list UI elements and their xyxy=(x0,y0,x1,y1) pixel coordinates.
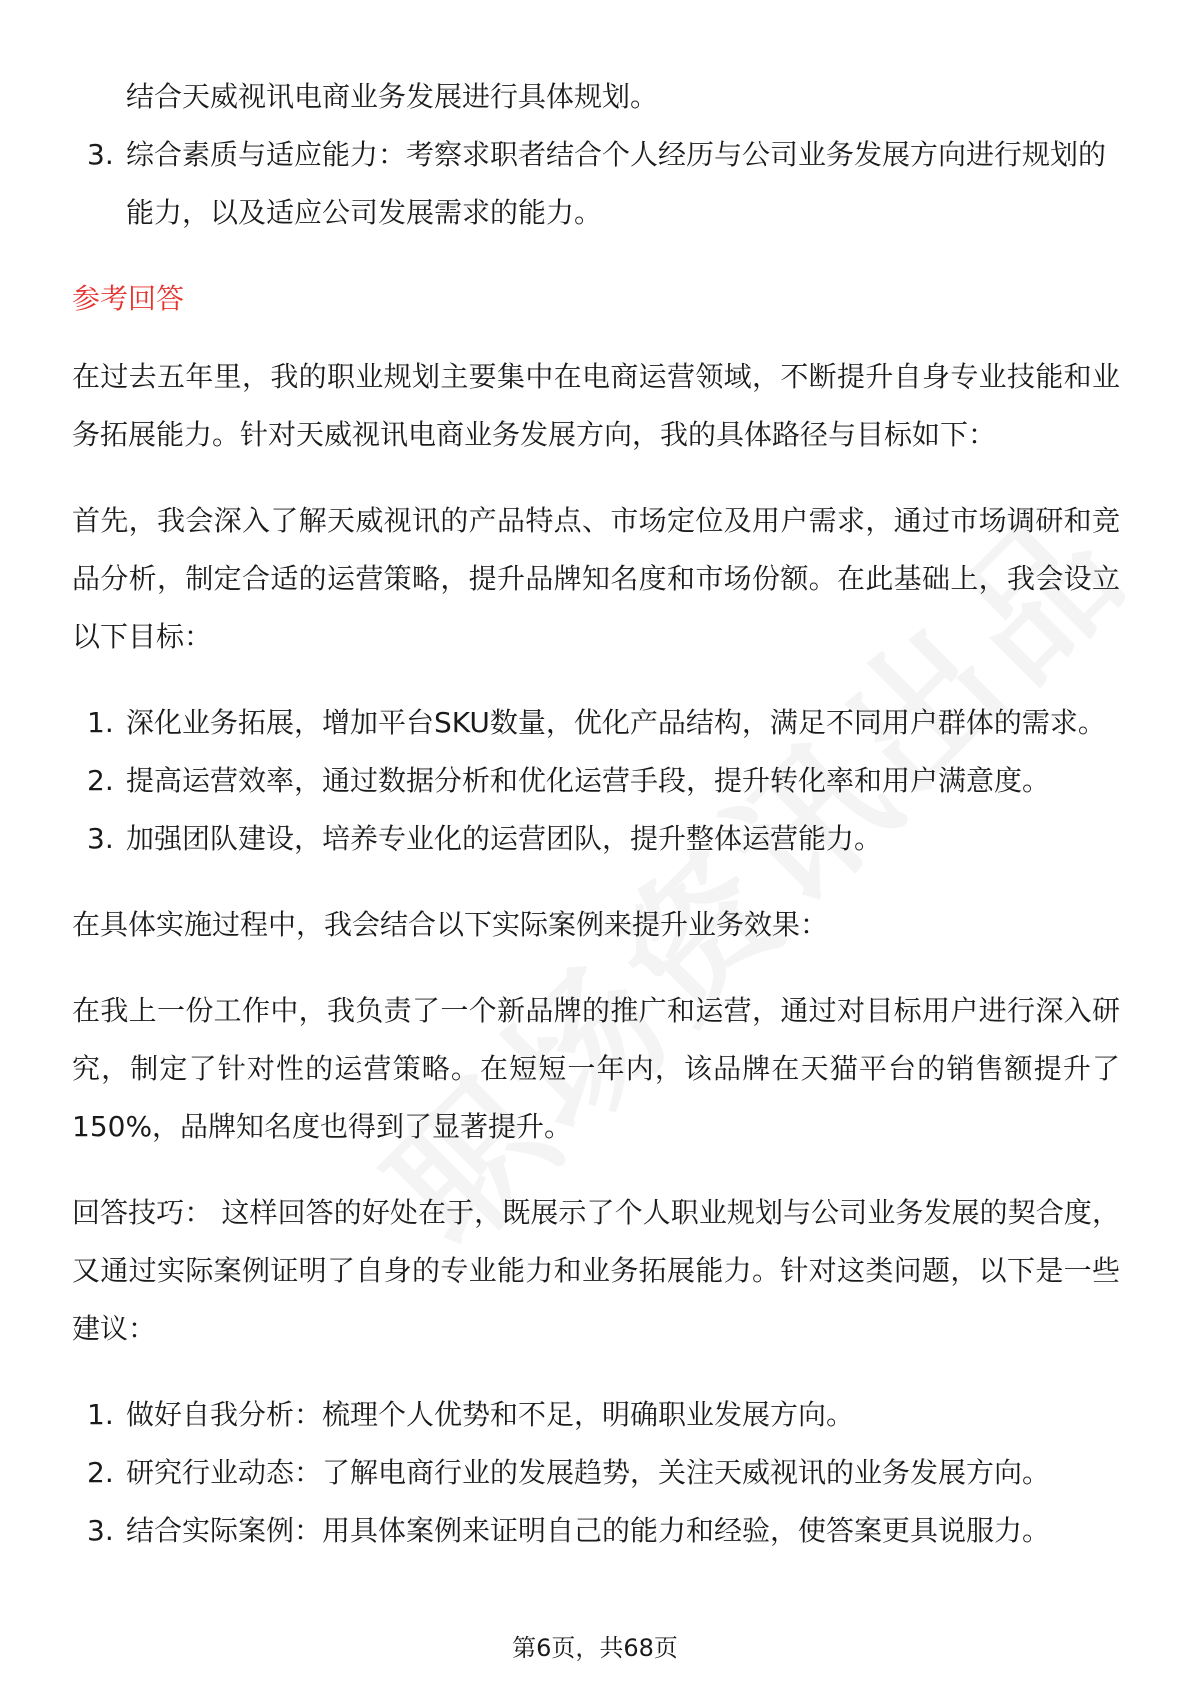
continuation-line: 结合天威视讯电商业务发展进行具体规划。 xyxy=(126,80,659,113)
goals-list xyxy=(72,694,1120,868)
list-text: 研究行业动态：了解电商行业的发展趋势，关注天威视讯的业务发展方向。 xyxy=(126,1456,1051,1489)
list-text: 深化业务拓展，增加平台SKU数量，优化产品结构，满足不同用户群体的需求。 xyxy=(126,706,1106,739)
paragraph-first: 首先，我会深入了解天威视讯的产品特点、市场定位及用户需求，通过市场调研和竞品分析，制定合适的运营策略，提升品牌知名度和市场份额。在此基础上，我会设立以下目标： xyxy=(72,504,1120,653)
list-number: 1. xyxy=(87,706,114,739)
paragraph-implementation: 在具体实施过程中，我会结合以下实际案例来提升业务效果： xyxy=(72,908,829,941)
criteria-list xyxy=(72,126,1120,242)
list-text: 做好自我分析：梳理个人优势和不足，明确职业发展方向。 xyxy=(126,1398,855,1431)
section-title: 参考回答 xyxy=(72,282,185,315)
list-number: 2. xyxy=(87,764,114,797)
list-number: 3. xyxy=(87,1514,114,1547)
list-text: 提高运营效率，通过数据分析和优化运营手段，提升转化率和用户满意度。 xyxy=(126,764,1051,797)
list-item xyxy=(72,126,1120,242)
tips-list xyxy=(72,1386,1120,1560)
list-text: 加强团队建设，培养专业化的运营团队，提升整体运营能力。 xyxy=(126,822,883,855)
list-number: 3. xyxy=(87,822,114,855)
paragraph-intro: 在过去五年里，我的职业规划主要集中在电商运营领域，不断提升自身专业技能和业务拓展能力。针对天威视讯电商业务发展方向，我的具体路径与目标如下： xyxy=(72,360,1120,451)
list-number: 1. xyxy=(87,1398,114,1431)
list-item xyxy=(72,694,1120,752)
list-number: 3. xyxy=(87,138,114,171)
list-number: 2. xyxy=(87,1456,114,1489)
list-item xyxy=(72,1386,1120,1444)
paragraph-case: 在我上一份工作中，我负责了一个新品牌的推广和运营，通过对目标用户进行深入研究，制定了针对性的运营策略。在短短一年内，该品牌在天猫平台的销售额提升了150%，品牌知名度也得到了显著提升。 xyxy=(72,994,1120,1143)
list-item xyxy=(72,810,1120,868)
list-text: 综合素质与适应能力：考察求职者结合个人经历与公司业务发展方向进行规划的能力，以及适应公司发展需求的能力。 xyxy=(126,138,1107,229)
document-body xyxy=(72,68,1120,1588)
list-item xyxy=(72,1444,1120,1502)
page-footer: 第6页，共68页 xyxy=(512,1634,678,1662)
paragraph-tips: 回答技巧： 这样回答的好处在于，既展示了个人职业规划与公司业务发展的契合度，又通过实际案例证明了自身的专业能力和业务拓展能力。针对这类问题，以下是一些建议： xyxy=(72,1196,1120,1345)
list-text: 结合实际案例：用具体案例来证明自己的能力和经验，使答案更具说服力。 xyxy=(126,1514,1051,1547)
list-item xyxy=(72,1502,1120,1560)
list-item xyxy=(72,752,1120,810)
